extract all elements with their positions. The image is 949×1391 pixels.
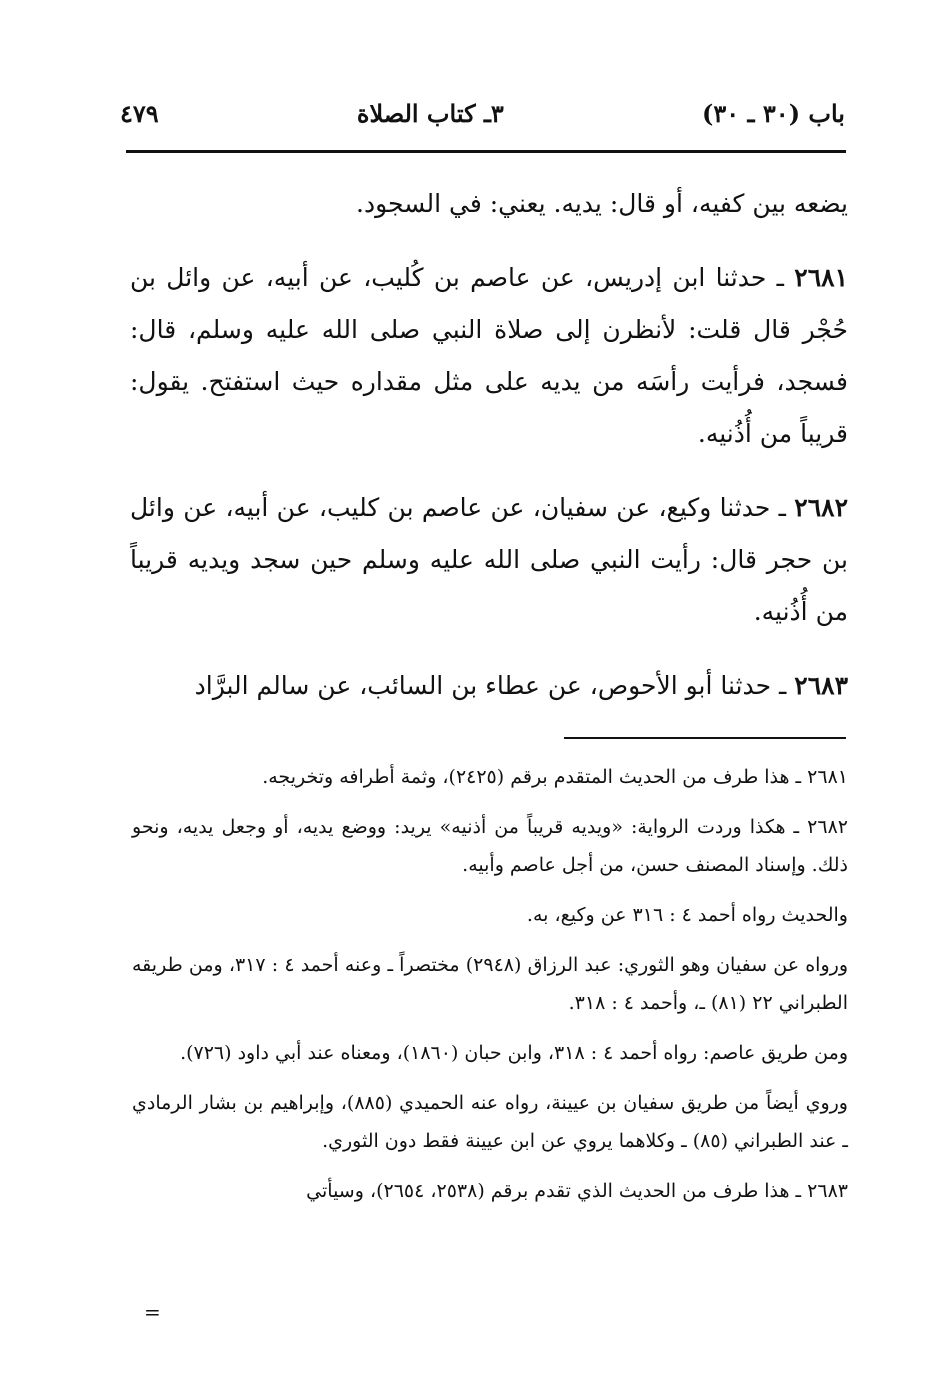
footnote-divider <box>564 737 846 739</box>
footnote: والحديث رواه أحمد ٤ : ٣١٦ عن وكيع، به. <box>526 904 848 926</box>
hadith-text: ـ حدثنا ابن إدريس، عن عاصم بن كُليب، عن أبيه، عن وائل بن حُجْر قال قلت: لأنظرن إلى صلاة النبي صلى الله عليه وسلم، قال: فسجد، فرأيت رأسَه من يديه على مثل مقداره حيث استفتح. يقول: قريباً من أُذُنيه. <box>130 263 848 448</box>
footnote: ٢٦٨٢ ـ هكذا وردت الرواية: «ويديه قريباً من أذنيه» يريد: ووضع يديه، أو وجعل يديه، ونحو ذلك. وإسناد المصنف حسن، من أجل عاصم وأبيه. <box>132 816 848 876</box>
footnotes <box>132 758 848 1210</box>
header-divider <box>126 150 846 153</box>
footnote: ومن طريق عاصم: رواه أحمد ٤ : ٣١٨، وابن حبان (١٨٦٠)، ومعناه عند أبي داود (٧٢٦). <box>180 1042 848 1064</box>
chapter-title: باب (٣٠ ـ ٣٠) <box>702 98 845 128</box>
footnote: ٢٦٨١ ـ هذا طرف من الحديث المتقدم برقم (٢٤٢٥)، وثمة أطرافه وتخريجه. <box>262 766 848 788</box>
hadith-text: ـ حدثنا أبو الأحوص، عن عطاء بن السائب، عن سالم البرَّاد <box>194 671 787 700</box>
hadith-number: ٢٦٨٢ <box>794 493 848 522</box>
continuation-mark: = <box>144 1300 161 1324</box>
main-text <box>130 178 848 712</box>
footnote: ٢٦٨٣ ـ هذا طرف من الحديث الذي تقدم برقم (٢٥٣٨، ٢٦٥٤)، وسيأتي <box>306 1180 848 1202</box>
book-title: ٣ـ كتاب الصلاة <box>356 98 504 128</box>
footnote: ورواه عن سفيان وهو الثوري: عبد الرزاق (٢٩٤٨) مختصراً ـ وعنه أحمد ٤ : ٣١٧، ومن طريقه الطبراني ٢٢ (٨١) ـ، وأحمد ٤ : ٣١٨. <box>132 954 848 1014</box>
hadith-number: ٢٦٨١ <box>794 263 848 292</box>
hadith-2683 <box>130 660 848 712</box>
hadith-2682 <box>130 482 848 638</box>
page-header <box>120 88 845 138</box>
hadith-2681 <box>130 252 848 460</box>
page-number: ٤٧٩ <box>120 98 159 128</box>
hadith-text: ـ حدثنا وكيع، عن سفيان، عن عاصم بن كليب، عن أبيه، عن وائل بن حجر قال: رأيت النبي صلى الله عليه وسلم حين سجد ويديه قريباً من أُذُنيه. <box>130 493 848 626</box>
hadith-number: ٢٦٨٣ <box>794 671 848 700</box>
footnote: وروي أيضاً من طريق سفيان بن عيينة، رواه عنه الحميدي (٨٨٥)، وإبراهيم بن بشار الرمادي ـ عند الطبراني (٨٥) ـ وكلاهما يروي عن ابن عيينة فقط دون الثوري. <box>132 1092 848 1152</box>
continuation-text: يضعه بين كفيه، أو قال: يديه. يعني: في السجود. <box>356 189 848 218</box>
